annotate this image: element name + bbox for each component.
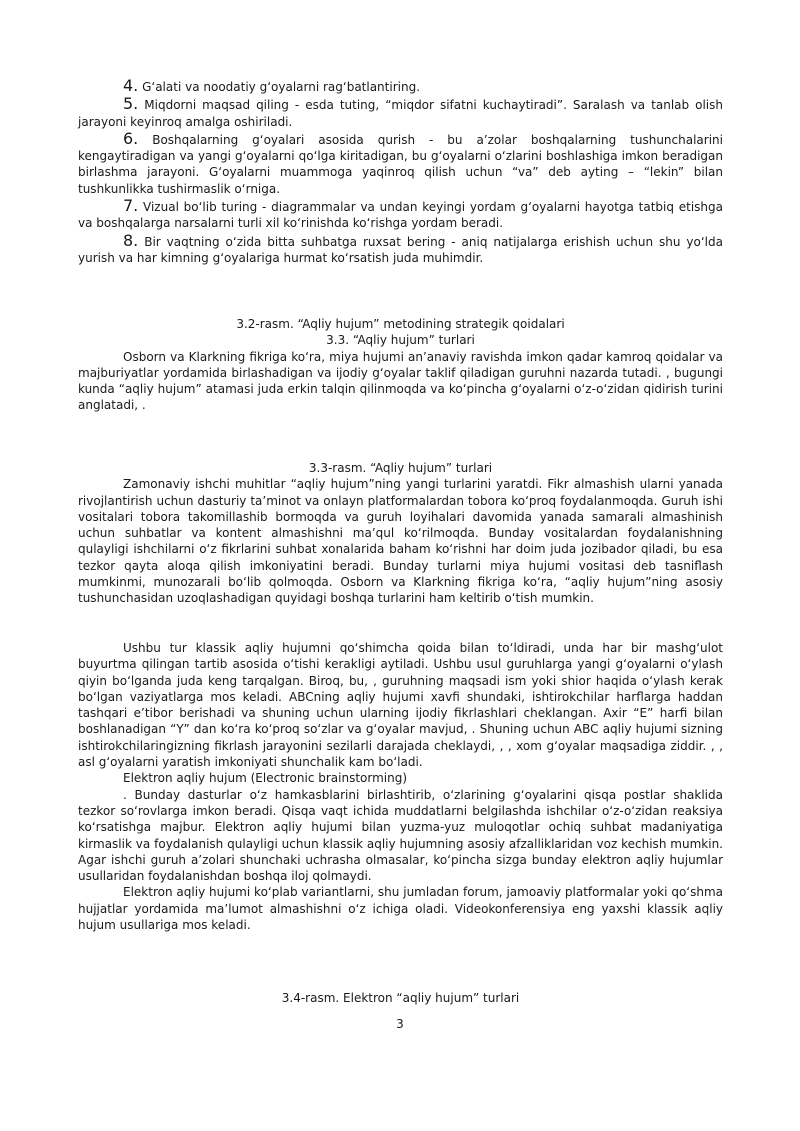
rule-4: 4. G‘alati va noodatiy g‘oyalarni rag‘batlantiring. — [123, 76, 421, 95]
paragraph-abc: Ushbu tur klassik aqliy hujumni qo‘shimcha qoida bilan to‘ldiradi, unda har bir mashg‘ulot buyurtma qilingan tartib asosida o‘tishi kerakligi aytiladi. Ushbu usul guruhlarga yangi g‘oyalarni o‘ylash qiyin bo‘lganda juda keng tarqalgan. Biroq, bu, , guruhning maqsadi ism yoki shior haqida o‘ylash kerak bo‘lgan vaziyatlarga mos keladi. ABCning aqliy hujumi xavfi shundaki, ishtirokchilar harflarga haddan tashqari e’tibor berishadi va shuning uchun ularning ijodiy fikrlashlari cheklangan. Axir “E” harfi bilan boshlanadigan “Y” dan ko‘ra ko‘proq so‘zlar va g‘oyalar mavjud, . Shuning uchun ABC aqliy hujumi sizning ishtirokchilaringizning fikrlash jarayonini sezilarli darajada cheklaydi, , , xom g‘oyalar maqsadiga ziddir. , , asl g‘oyalarni yaratish imkoniyati shunchalik kam bo‘ladi. — [78, 641, 723, 770]
electronic-brainstorming-heading: Elektron aqliy hujum (Electronic brainstorming) — [123, 771, 408, 786]
paragraph-variants: Elektron aqliy hujumi ko‘plab variantlarni, shu jumladan forum, jamoaviy platformalar yoki qo‘shma hujjatlar yordamida ma’lumot almashishni o‘z ichiga oladi. Videokonferensiya eng yaxshi klassik aqliy hujum usullariga mos keladi. — [78, 885, 723, 933]
rules-list — [78, 78, 723, 266]
rule-5: 5. Miqdorni maqsad qiling - esda tuting, “miqdor sifatni kuchaytiradi”. Saralash va tanlab olish jarayoni keyinroq amalga oshiriladi. — [78, 94, 723, 129]
section-heading-3-3: 3.3. “Aqliy hujum” turlari — [326, 333, 475, 348]
rule-8: 8. Bir vaqtning o‘zida bitta suhbatga ruxsat bering - aniq natijalarga erishish uchun shu yo‘lda yurish va har kimning g‘oyalariga hurmat ko‘rsatish juda muhimdir. — [78, 230, 723, 265]
paragraph-electronic: . Bunday dasturlar o‘z hamkasblarini birlashtirib, o‘zlarining g‘oyalarini qisqa postlar shaklida tezkor so‘rovlarga imkon beradi. Qisqa vaqt ichida muddatlarni belgilashda ishchilar o‘z-o‘zidan reaksiya ko‘rsatishga majbur. Elektron aqliy hujumi bilan yuzma-yuz muloqotlar ochiq suhbat madaniyatiga kirmaslik va foydalanish qulayligi uchun klassik aqliy hujumning asosiy afzalliklaridan voz kechish mumkin. Agar ishchi guruh a’zolari shunchaki uchrasha olmasalar, ko‘pincha sizga bunday elektron aqliy hujumlar usullaridan foydalanishdan boshqa iloj qolmaydi. — [78, 787, 723, 884]
figure-caption-3-4: 3.4-rasm. Elektron “aqliy hujum” turlari — [281, 991, 520, 1005]
section-abc — [78, 640, 723, 933]
section-modern — [78, 460, 723, 607]
figure-caption-3-2: 3.2-rasm. “Aqliy hujum” metodining strategik qoidalari — [236, 317, 565, 331]
rule-6: 6. Boshqalarning g‘oyalari asosida qurish - bu a’zolar boshqalarning tushunchalarini kengaytiradigan va yangi g‘oyalarni qo‘lga kiritadigan, bu g‘oyalarni o‘zlarini boshlashiga imkon beradigan birlashma jarayoni. G‘oyalarni muammoga yaqinroq qilish uchun “va” deb ayting – “lekin” bilan tushkunlikka tushirmaslik o‘rniga. — [78, 128, 723, 196]
paragraph-osborn: Osborn va Klarkning fikriga ko‘ra, miya hujumi an’anaviy ravishda imkon qadar kamroq qoidalar va majburiyatlar yordamida birlashadigan va ijodiy g‘oyalar taklif qiladigan guruhni nazarda tutadi. , bugungi kunda “aqliy hujum” atamasi juda erkin talqin qilinmoqda va ko‘pincha g‘oyalarni o‘z-o‘zidan qidirish turini anglatadi, . — [78, 349, 723, 413]
section-3-3 — [78, 316, 723, 414]
figure-caption-3-3: 3.3-rasm. “Aqliy hujum” turlari — [308, 461, 493, 475]
rule-7: 7. Vizual bo‘lib turing - diagrammalar va undan keyingi yordam g‘oyalarni hayotga tatbiq etishga va boshqalarga narsalarni turli xil ko‘rinishda ko‘rishga yordam beradi. — [78, 196, 723, 231]
page-number: 3 — [396, 1017, 404, 1031]
paragraph-modern: Zamonaviy ishchi muhitlar “aqliy hujum”ning yangi turlarini yaratdi. Fikr almashish ularni yanada rivojlantirish uchun dasturiy ta’minot va onlayn platformalardan tobora ko‘proq foydalanmoqda. Guruh ishi vositalari tobora takomillashib bormoqda va guruh loyihalari davomida yanada samarali almashinish uchun suhbatlar va kontent almashishni ma’qul ko‘rilmoqda. Bunday vositalardan foydalanishning qulayligi ishchilarni o‘z fikrlarini suhbat xonalarida baham ko‘rishni har doim juda jozibador qiladi, bu esa tezkor qayta aloqa qilish imkoniyatini beradi. Bunday turlarni miya hujumi vositasi deb tasniflash mumkinmi, munozarali bo‘lib qolmoqda. Osborn va Klarkning fikriga ko‘ra, “aqliy hujum”ning asosiy tushunchasidan uzoqlashadigan quyidagi boshqa turlarini ham keltirib o‘tish mumkin. — [78, 477, 723, 606]
caption-3-4-block — [78, 990, 723, 1006]
